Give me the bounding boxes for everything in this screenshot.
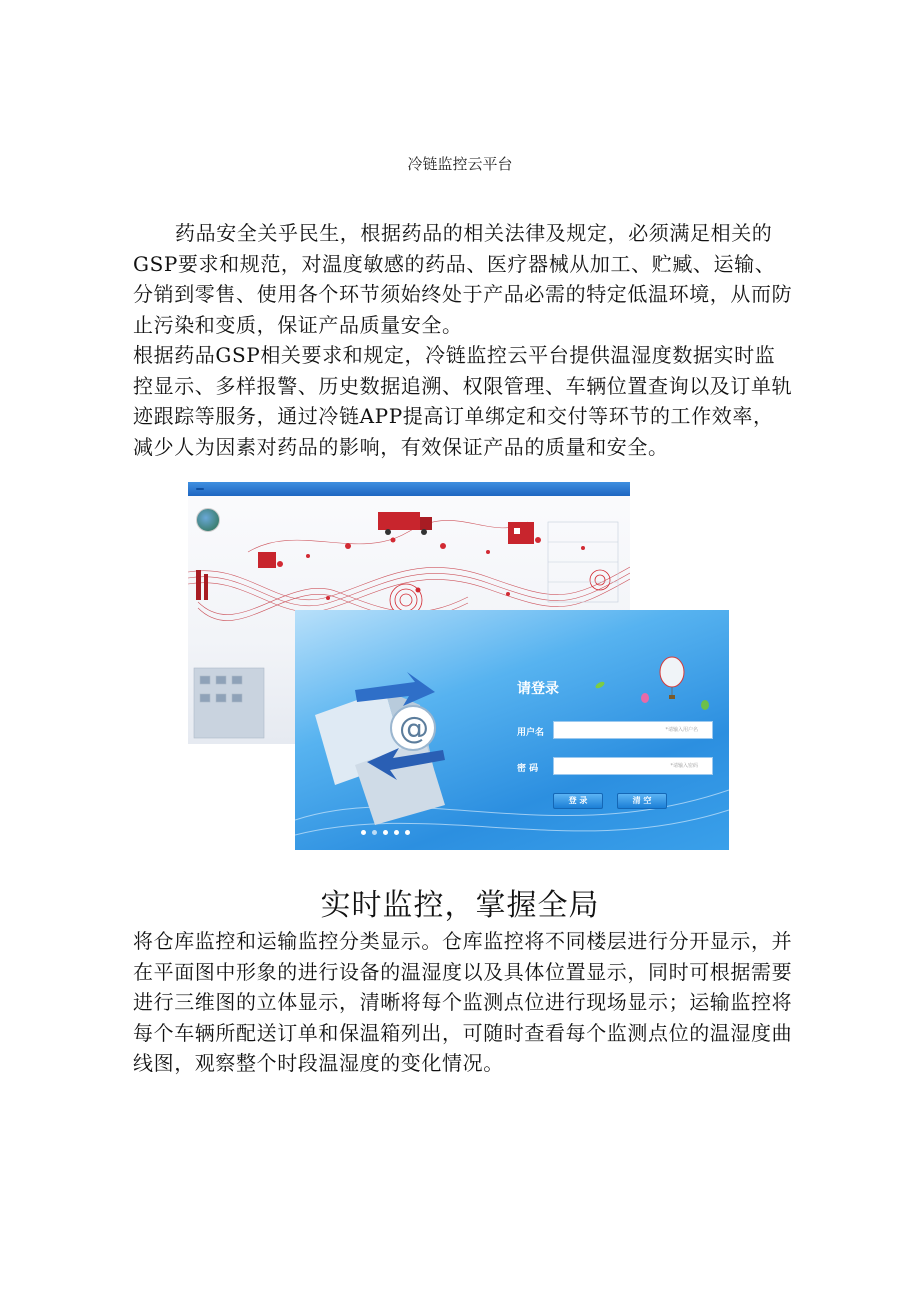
login-panel bbox=[295, 610, 729, 850]
username-label: 用户名 bbox=[517, 728, 545, 738]
carousel-dot[interactable] bbox=[372, 830, 377, 835]
carousel-dot[interactable] bbox=[394, 830, 399, 835]
intro-paragraph: 药品安全关乎民生，根据药品的相关法律及规定，必须满足相关的GSP要求和规范，对温度敏感的药品、医疗器械从加工、贮臧、运输、分销到零售、使用各个环节须始终处于产品必需的特定低温环境，从而防止污染和变质，保证产品质量安全。 bbox=[133, 221, 793, 337]
clear-button[interactable]: 清 空 bbox=[617, 793, 667, 809]
password-label: 密 码 bbox=[517, 764, 539, 774]
carousel-dot[interactable] bbox=[383, 830, 388, 835]
username-input[interactable]: *请输入用户名 bbox=[553, 721, 713, 739]
password-input[interactable]: *请输入密码 bbox=[553, 757, 713, 775]
svg-text:@: @ bbox=[399, 711, 429, 746]
section-body: 将仓库监控和运输监控分类显示。仓库监控将不同楼层进行分开显示，并在平面图中形象的进行设备的温湿度以及具体位置显示，同时可根据需要进行三维图的立体显示，清晰将每个监测点位进行现场显示；运输监控将每个车辆所配送订单和保温箱列出，可随时查看每个监测点位的温湿度曲线图，观察整个时段温湿度的变化情况。 bbox=[133, 929, 793, 1075]
carousel-dots[interactable] bbox=[361, 830, 410, 835]
service-paragraph: 根据药品GSP相关要求和规定，冷链监控云平台提供温湿度数据实时监控显示、多样报警、历史数据追溯、权限管理、车辆位置查询以及订单轨迹跟踪等服务，通过冷链APP提高订单绑定和交付等环节的工作效率，减少人为因素对药品的影响，有效保证产品的质量和安全。 bbox=[133, 343, 793, 459]
login-title: 请登录 bbox=[517, 681, 559, 697]
carousel-dot[interactable] bbox=[405, 830, 410, 835]
section-heading: 实时监控，掌握全局 bbox=[320, 888, 600, 923]
carousel-dot[interactable] bbox=[361, 830, 366, 835]
document-title: 冷链监控云平台 bbox=[407, 155, 513, 173]
login-button[interactable]: 登 录 bbox=[553, 793, 603, 809]
